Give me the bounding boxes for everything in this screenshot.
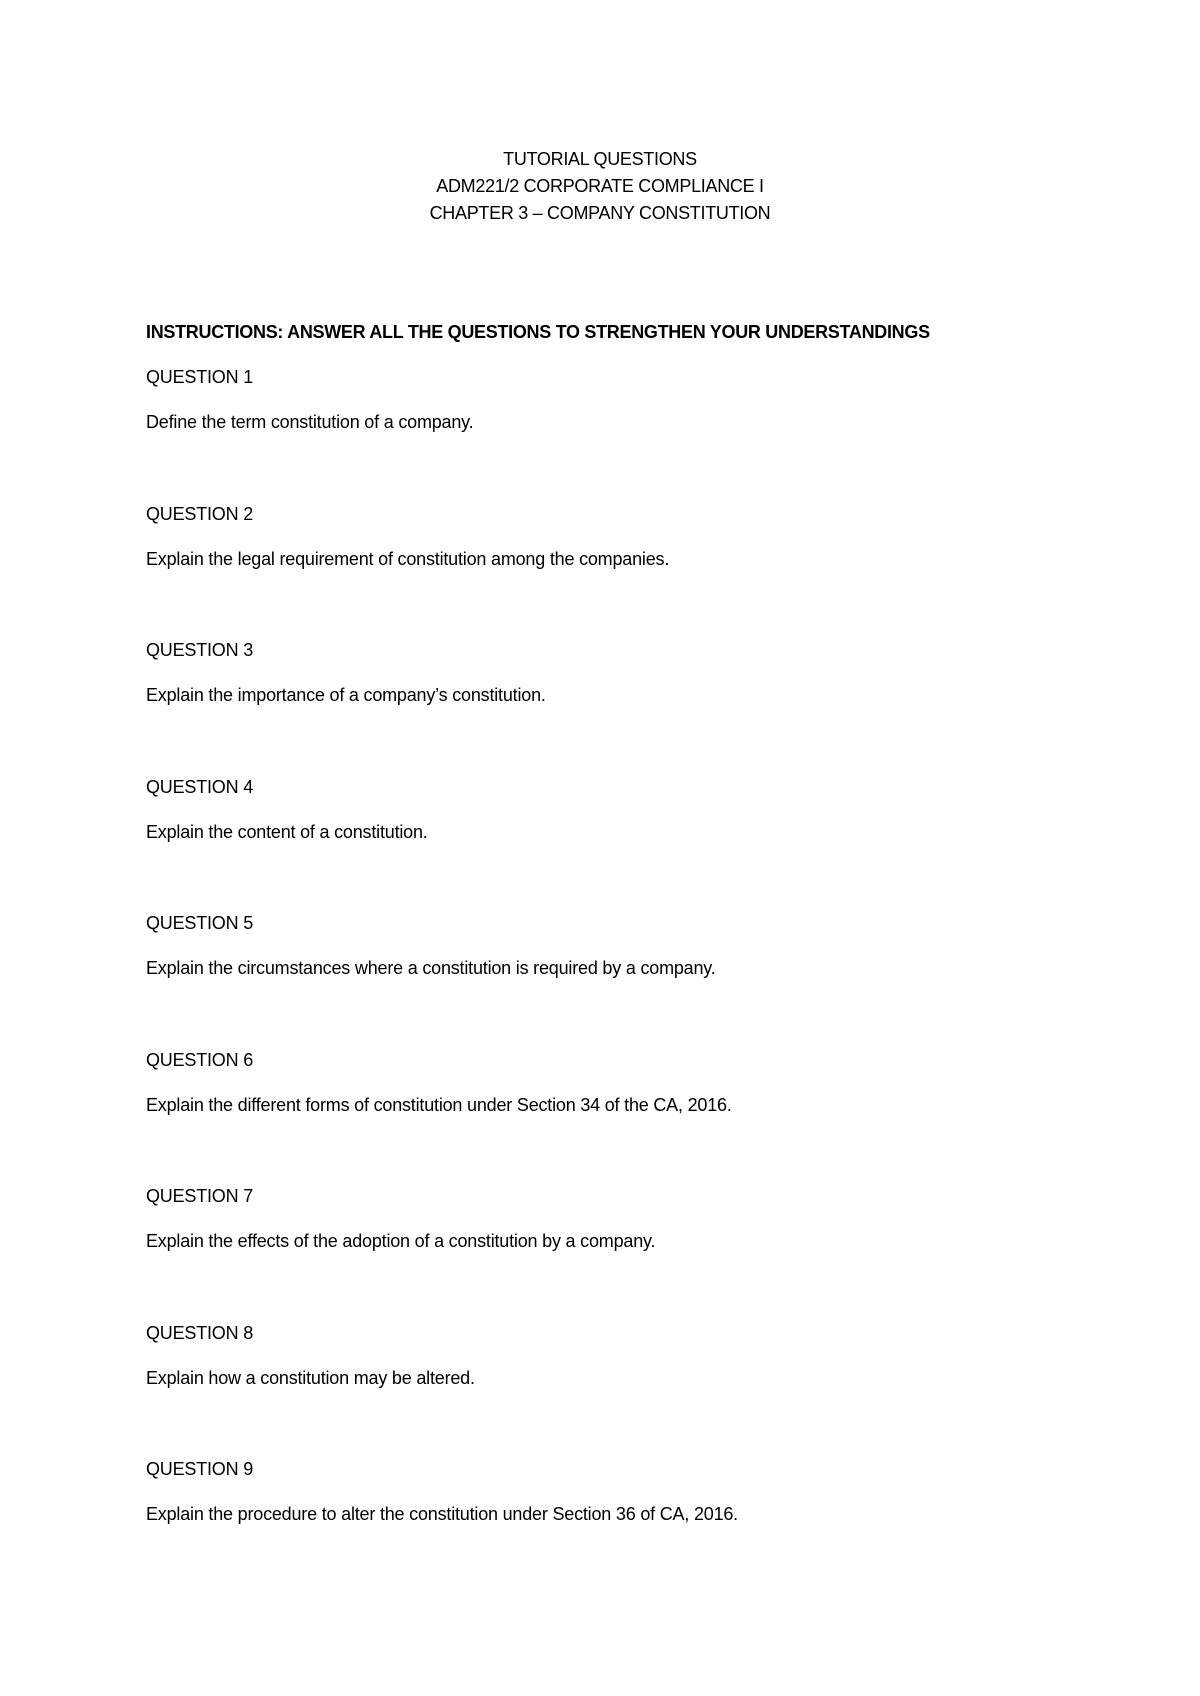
question-text: Explain the importance of a company’s constitution.: [146, 685, 546, 705]
question-text: Define the term constitution of a company.: [146, 412, 474, 432]
question-text: Explain how a constitution may be altered.: [146, 1367, 475, 1388]
question-item: [146, 775, 1106, 912]
question-item: [146, 1457, 1106, 1594]
question-item: [146, 638, 1106, 775]
title-block: [0, 146, 1200, 227]
question-text: Explain the effects of the adoption of a constitution by a company.: [146, 1231, 656, 1251]
question-text: Explain the legal requirement of constitution among the companies.: [146, 548, 670, 569]
question-heading: QUESTION 1: [146, 367, 254, 387]
question-item: [146, 911, 1106, 1048]
question-text: Explain the procedure to alter the constitution under Section 36 of CA, 2016.: [146, 1504, 738, 1524]
question-heading: QUESTION 7: [146, 1186, 254, 1206]
question-heading: QUESTION 8: [146, 1322, 254, 1343]
question-heading: QUESTION 4: [146, 776, 254, 797]
question-item: [146, 1321, 1106, 1458]
question-item: [146, 365, 1106, 502]
question-item: [146, 502, 1106, 639]
question-text: Explain the different forms of constitution under Section 34 of the CA, 2016.: [146, 1094, 732, 1115]
course-title: ADM221/2 CORPORATE COMPLIANCE I: [436, 176, 764, 196]
instructions-heading: INSTRUCTIONS: ANSWER ALL THE QUESTIONS TO STRENGTHEN YOUR UNDERSTANDINGS: [146, 322, 930, 342]
question-text: Explain the content of a constitution.: [146, 821, 428, 842]
question-list: [146, 365, 1106, 1594]
question-text: Explain the circumstances where a constitution is required by a company.: [146, 958, 716, 978]
chapter-title: CHAPTER 3 – COMPANY CONSTITUTION: [429, 203, 771, 223]
question-heading: QUESTION 2: [146, 503, 254, 524]
question-heading: QUESTION 5: [146, 913, 254, 933]
question-item: [146, 1048, 1106, 1185]
document-title: TUTORIAL QUESTIONS: [503, 149, 697, 169]
question-heading: QUESTION 6: [146, 1049, 254, 1070]
question-heading: QUESTION 3: [146, 640, 254, 660]
question-heading: QUESTION 9: [146, 1459, 254, 1479]
question-item: [146, 1184, 1106, 1321]
